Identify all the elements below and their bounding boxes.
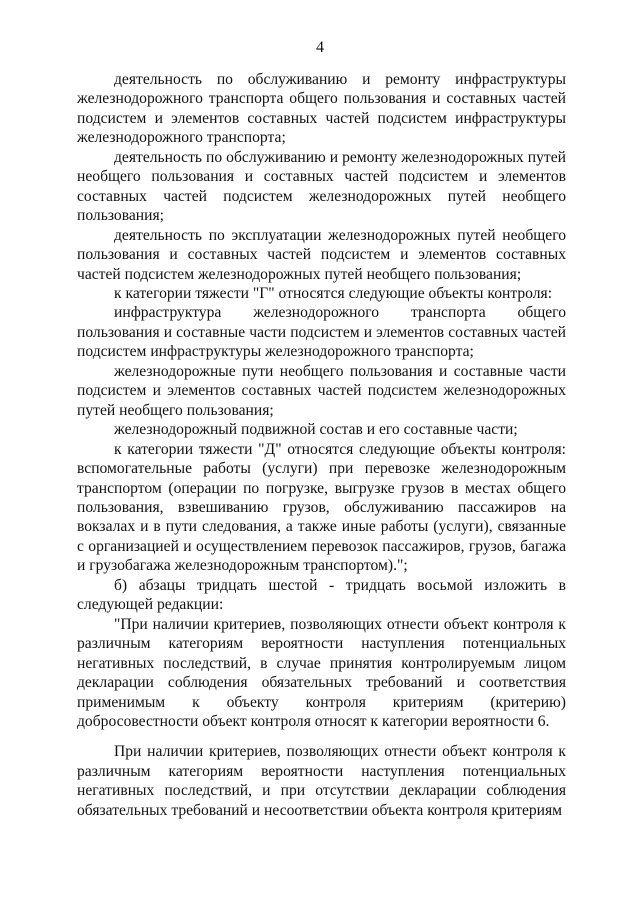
paragraph: При наличии критериев, позволяющих отнести объект контроля к различным категориям вероятности наступления потенциальных негативных последствий, и при отсутствии декларации соблюдения обязательных требований и несоответствии объекта контроля критериям: [77, 743, 566, 819]
paragraph: железнодорожные пути необщего пользования и составные части подсистем и элементов составных частей подсистем железнодорожных путей необщего пользования;: [77, 362, 566, 419]
paragraph: железнодорожный подвижной состав и его составные части;: [114, 421, 518, 439]
paragraph: "При наличии критериев, позволяющих отнести объект контроля к различным категориям вероятности наступления потенциальных негативных последствий, в случае принятия контролируемым лицом декларации соблюдения обязательных требований и соответствия применимым к объекту контроля критериям (критерию) добросовестности объект контроля относят к категории вероятности 6.: [77, 615, 566, 730]
document-body: [77, 70, 566, 820]
page-number: 4: [316, 39, 324, 56]
paragraph: к категории тяжести "Д" относятся следующие объекты контроля: вспомогательные работы (услуги) при перевозке железнодорожным транспортом (операции по погрузке, выгрузке грузов в местах общего пользования, взвешиванию грузов, обслуживанию пассажиров на вокзалах и в пути следования, а также иные работы (услуги), связанные с организацией и осуществлением перевозок пассажиров, грузов, багажа и грузобагажа железнодорожным транспортом).";: [77, 440, 566, 575]
paragraph: деятельность по обслуживанию и ремонту железнодорожных путей необщего пользования и составных частей подсистем и элементов составных частей подсистем железнодорожных путей необщего пользования;: [77, 148, 566, 225]
paragraph: б) абзацы тридцать шестой - тридцать восьмой изложить в следующей редакции:: [77, 576, 566, 614]
paragraph: к категории тяжести "Г" относятся следующие объекты контроля:: [114, 284, 553, 302]
paragraph: деятельность по обслуживанию и ремонту инфраструктуры железнодорожного транспорта общего пользования и составных частей подсистем и элементов составных частей подсистем инфраструктуры железнодорожного транспорта;: [77, 71, 566, 147]
paragraph: инфраструктура железнодорожного транспорта общего пользования и составные части подсистем и элементов составных частей подсистем инфраструктуры железнодорожного транспорта;: [77, 304, 566, 361]
paragraph: деятельность по эксплуатации железнодорожных путей необщего пользования и составных частей подсистем и элементов составных частей подсистем железнодорожных путей необщего пользования;: [77, 226, 566, 283]
